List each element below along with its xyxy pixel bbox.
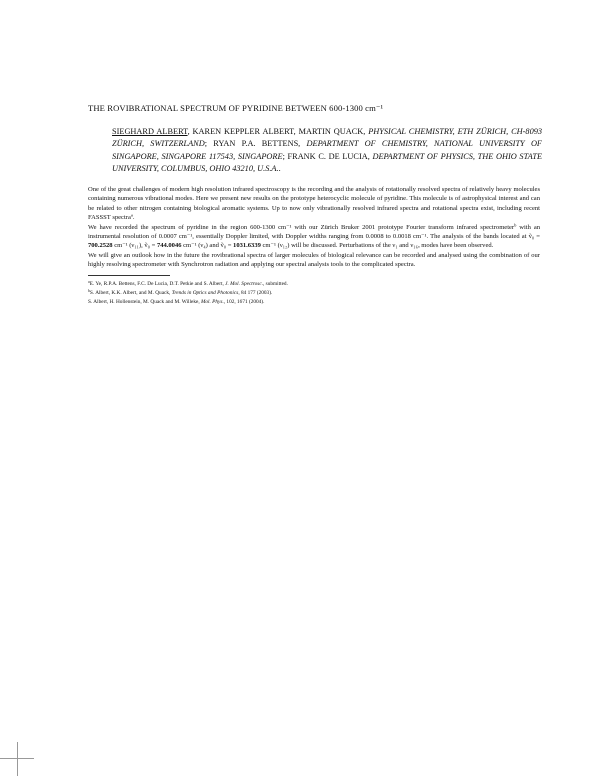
abstract-text: cm⁻¹ (ν₁₂) will be discussed. Perturbations of the ν₁ and ν₁₆ₐ modes have been observed. [260,242,494,250]
footnotes [88,280,540,306]
footnote-text: , 102, 1671 (2004). [223,298,265,305]
crop-mark-vertical [17,742,18,776]
footnote-journal: Mol. Phys. [200,298,224,305]
footnote-mark: a [88,280,90,284]
footnote-mark: b [88,288,90,293]
footnote-text: S. Albert, K.K. Albert, and M. Quack, [89,289,172,296]
coauthors-1: , KAREN KEPPLER ALBERT, MARTIN QUACK, [187,127,369,136]
band-center-2: 744.0046 [156,242,182,250]
presenting-author: SIEGHARD ALBERT [112,127,188,136]
footnote-rule [88,275,170,276]
footnote-ref-a: a [130,212,133,218]
affiliation-nus: DEPARTMENT OF CHEMISTRY, NATIONAL UNIVERSITY OF SINGAPORE, SINGAPORE 117543, SINGAPORE [112,139,542,161]
band-center-3: 1031.6339 [233,242,261,250]
band-center-1: 700.2528 [88,242,113,250]
crop-mark-horizontal [0,758,34,759]
abstract-text: We have recorded the spectrum of pyridine in the region 600-1300 cm⁻¹ with our Zürich Bruker 2001 prototype Fourier transform infrared spectrometer [88,223,515,231]
author-list [112,126,542,175]
footnote-text: , submitted. [263,281,288,287]
abstract-text: cm⁻¹ (ν₄) and ṽ₀ = [181,242,234,250]
paper-title: THE ROVIBRATIONAL SPECTRUM OF PYRIDINE BETWEEN 600-1300 cm⁻¹ [88,103,384,113]
abstract-paragraph-1 [88,185,540,223]
authors-end: . [278,163,281,173]
abstract-text: . [132,214,135,222]
footnote-journal: J. Mol. Spectrosc. [225,281,264,287]
footnote-b [88,289,540,298]
footnote-text: S. Albert, H. Hollenstein, M. Quack and M. Willeke, [88,298,201,305]
footnote-text: E. Ye, R.P.A. Bettens, F.C. De Lucia, D.T. Petkie and S. Albert, [89,281,226,287]
coauthors-2: ; RYAN P.A. BETTENS, [204,139,307,149]
footnote-text: , 84 177 (2003). [238,289,273,296]
abstract-text: cm⁻¹ (ν₁₁), ṽ₀ = [112,242,157,250]
abstract-body [88,185,540,270]
affiliation-osu: DEPARTMENT OF PHYSICS, THE OHIO STATE UNIVERSITY, COLUMBUS, OHIO 43210, U.S.A. [112,151,543,173]
abstract-text: One of the great challenges of modern high resolution infrared spectroscopy is the recording and the analysis of rotationally resolved spectra of relatively heavy molecules containing numerous vibrational modes. Here we present new results on the prototype heterocyclic molecule of pyridine. This molecule is of astrophysical interest and can be related to other nitrogen containing biological aromatic systems. Up to now only vibrationally resolved infrared spectra and rotational spectra exist, including recent FASSST spectra [88,186,540,222]
footnote-c [88,298,540,307]
abstract-text: with an instrumental resolution of 0.0007 cm⁻¹, essentially Doppler limited, with Doppler widths ranging from 0.0008 to 0.0018 cm⁻¹. The analysis of the bands located at ṽ₀ = [88,223,540,241]
affiliation-eth: PHYSICAL CHEMISTRY, ETH ZÜRICH, CH-8093 ZÜRICH, SWITZERLAND [112,127,543,149]
footnote-journal: Trends in Optics and Photonics [171,289,239,296]
abstract-paragraph-2 [88,223,540,251]
footnote-a [88,280,540,289]
footnote-ref-b: b [514,222,517,228]
abstract-paragraph-3: We will give an outlook how in the future the rovibrational spectra of larger molecules of biological relevance can be recorded and analysed using the combination of our highly resolving spectrometer with Synchrotron radiation and applying our spectral analysis tools to the complicated spectra. [88,251,540,269]
coauthors-3: ; FRANK C. DE LUCIA, [282,151,373,161]
